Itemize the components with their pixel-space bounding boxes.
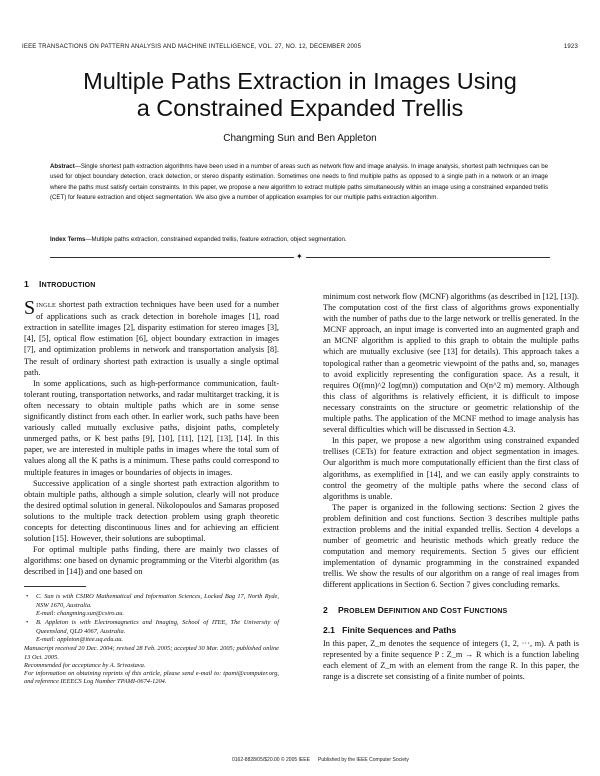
index-terms [50, 235, 548, 245]
section-1-number: 1 [24, 279, 29, 289]
bullet-icon: • [26, 619, 29, 627]
intro-paragraph-3: Successive application of a single shortest path extraction algorithm to obtain multiple paths, although a simple solution, clearly will not produce the desired optimal solution in general. Nikolopoulos and Samaras proposed solutions to the multiple track detection problem using graph theoretic concepts for detecting discontinuous lines and for achieving an efficient solution [15]. However, their solutions are suboptimal. [24, 478, 279, 544]
footnote-1-email: E-mail: changming.sun@csiro.au. [36, 610, 125, 618]
first-word-rest: INGLE [36, 302, 57, 310]
publisher-line: Published by the IEEE Computer Society [318, 757, 409, 763]
s2-title-d: D [377, 604, 385, 615]
right-paragraph-1: minimum cost network flow (MCNF) algorithms (as described in [12], [13]). The computation cost of the first class of algorithms grows exponentially with the number of paths due to the large network or trellis generated. In the MCNF approach, an input image is converted into an augmented graph and an MCNF algorithm is applied to this graph to obtain the multiple paths which are mutually exclusive (see [13] for details). This approach takes a topological rather than a geometric viewpoint of the paths and, so, manages to avoid explicitly representing the configuration space. As a result, it requires O((mn)^2 log(mn)) computation and O(n^2 m) memory. Although this class of algorithms is relatively efficient, it is difficult to impose necessary constraints on the structure or geometric relationship of the multiple paths. The application of the MCNF method to image analysis has several difficulties which will be discussed in Section 4.3. [323, 292, 579, 435]
footnote-rule [24, 586, 86, 587]
footnote-author-1 [24, 593, 279, 618]
left-column [24, 279, 279, 687]
s2-title-c: C [440, 604, 447, 615]
s2-title-f: F [463, 604, 470, 615]
divider-left [50, 257, 294, 258]
drop-cap: S [24, 297, 36, 320]
reprints-info: For information on obtaining reprints of this article, please send e-mail to: tpami@computer.org, and reference IEEECS Log Number TPAMI-0674-1204. [24, 670, 279, 686]
s2-title-p: P [337, 604, 344, 615]
intro-paragraph-2: In some applications, such as high-performance communication, fault-tolerant routing, transportation networks, and radar multitarget tracking, it is often necessary to obtain multiple paths which are in some sense significantly distinct from each other. In earlier work, such paths have been variously called mutually exclusive paths, disjoint paths, completely unmerged paths, or K best paths [9], [10], [11], [12], [13], [14]. In this paper, we are interested in multiple paths in images where the total sum of values along all the K paths is a minimum. These paths could correspond to multiple features in images or boundaries of objects in images. [24, 378, 279, 477]
intro-paragraph-4: For optimal multiple paths finding, there are mainly two classes of algorithms: one based on dynamic programming or the Viterbi algorithm (as described in [14]) and one based on [24, 545, 279, 577]
journal-info: IEEE TRANSACTIONS ON PATTERN ANALYSIS AND MACHINE INTELLIGENCE, VOL. 27, NO. 12, DECEMBER 2005 [22, 44, 362, 50]
right-paragraph-3: The paper is organized in the following sections: Section 2 gives the problem definition and cost functions. Section 3 describes multiple paths extraction problems and the initial expanded trellis. Section 4 develops a number of geometric and heuristic methods which greatly reduce the computation and memory requirements. Section 5 gives our efficient implementation of dynamic programming in the constrained expanded trellis. We show the results of our algorithm on a range of real images from different applications in Section 6. Section 7 gives concluding remarks. [323, 502, 579, 590]
manuscript-dates: Manuscript received 20 Dec. 2004; revised 28 Feb. 2005; accepted 30 Mar. 2005; published online 13 Oct. 2005. [24, 645, 279, 661]
section-2-number: 2 [323, 604, 328, 615]
section-1-title-initial: I [38, 279, 42, 289]
divider-right [306, 257, 550, 258]
right-column [323, 291, 579, 682]
section-2-paragraph-1: In this paper, Z_m denotes the sequence of integers (1, 2, ···, m). A path is represented by a finite sequence P : Z_m → R which is a function labeling each element of Z_m with an element from the range R. In this paper, the range is a discrete set consisting of a finite number of points. [323, 638, 579, 681]
bullet-icon: • [26, 593, 29, 601]
paper-title [20, 68, 580, 122]
title-line-1: Multiple Paths Extraction in Images Using [83, 68, 517, 94]
authors: Changming Sun and Ben Appleton [223, 133, 377, 144]
intro-paragraph-1 [24, 299, 279, 378]
subsection-2-1-heading [323, 625, 579, 636]
s2-title-mid2: EFINITION AND [384, 607, 441, 615]
recommended-by: Recommended for acceptance by A. Srivastava. [24, 661, 146, 669]
abstract-label: Abstract [50, 163, 75, 170]
subsection-number: 2.1 [323, 624, 335, 635]
s2-title-mid1: ROBLEM [343, 607, 378, 615]
footnote-2-text: B. Appleton is with Electromagnetics and Imaging, School of ITEE, The University of Queensland, QLD 4067, Australia. [36, 619, 279, 635]
section-2-heading [323, 605, 579, 617]
footnotes [24, 593, 279, 686]
index-terms-label: Index Terms [50, 236, 86, 243]
index-terms-text: —Multiple paths extraction, constrained expanded trellis, feature extraction, object segmentation. [85, 236, 347, 243]
page-number: 1923 [563, 44, 578, 50]
title-line-2: a Constrained Expanded Trellis [136, 95, 464, 121]
running-header [22, 44, 578, 50]
s2-title-mid4: UNCTIONS [469, 607, 508, 615]
subsection-title: Finite Sequences and Paths [342, 624, 457, 635]
right-paragraph-2: In this paper, we propose a new algorithm using constrained expanded trellises (CETs) for feature extraction and object segmentation in images. Our algorithm is much more computationally efficient than the first class of algorithms, as exemplified in [14], and we can easily apply constraints to control the geometry of the multiple paths where the second class of algorithms is unable. [323, 436, 579, 501]
issn-line: 0162-8828/05/$20.00 © 2005 IEEE [232, 757, 310, 763]
intro-p1-text: shortest path extraction techniques have been used for a number of applications such as crack detection in borehole images [1], road extraction in satellite images [2], disparity estimation for stereo images [3], [4], [5], optical flow estimation [6], object boundary extraction in images [7], and optimization problems in network and transportation analysis [8]. The result of ordinary shortest path extraction is usually a single optimal path. [24, 300, 279, 377]
section-1-heading [24, 279, 279, 291]
footnote-author-2 [24, 619, 279, 644]
divider-diamond-icon: ✦ [296, 252, 303, 261]
footnote-2-email: E-mail: appleton@itee.uq.edu.au. [36, 635, 123, 643]
footnote-1-text: C. Sun is with CSIRO Mathematical and Information Sciences, Locked Bag 17, North Ryde, NSW 1670, Australia. [36, 593, 279, 609]
abstract [50, 162, 548, 203]
abstract-text: —Single shortest path extraction algorithms have been used in a number of areas such as network flow and image analysis. In image analysis, shortest path techniques can be used for object boundary detection, crack detection, or stereo disparity estimation. Sometimes one needs to find multiple paths as opposed to a single path in a network or an image where the paths must satisfy certain constraints. In this paper, we propose a new algorithm to extract multiple paths simultaneously within an image using a constrained expanded trellis (CET) for feature extraction and object segmentation. We also give a number of application examples for our multiple paths extraction algorithm. [50, 163, 548, 201]
section-1-title-rest: NTRODUCTION [41, 282, 96, 289]
s2-title-mid3: OST [446, 607, 464, 615]
